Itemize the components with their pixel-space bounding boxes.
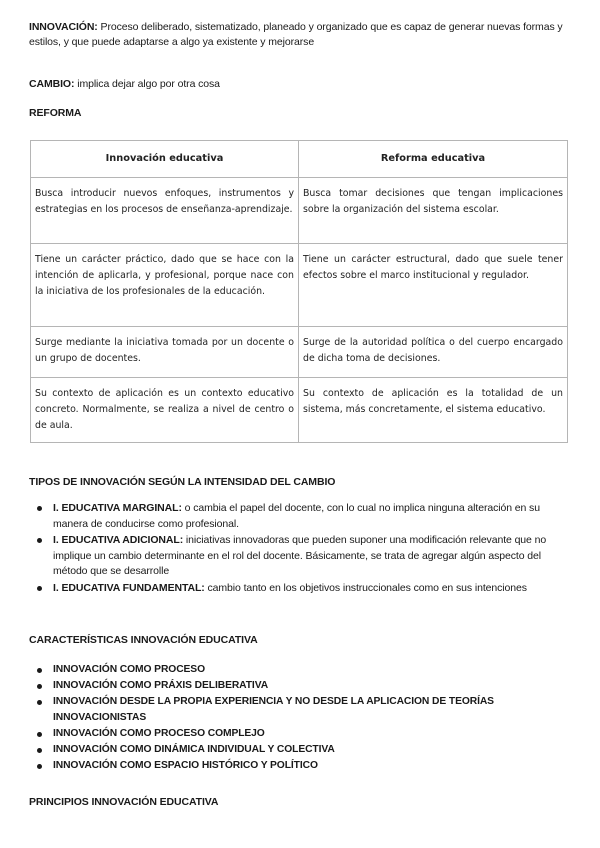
bullet-icon — [37, 668, 42, 673]
bullet-icon — [37, 586, 42, 591]
principios-heading: PRINCIPIOS INNOVACIÓN EDUCATIVA — [29, 796, 219, 808]
table-cell: Busca tomar decisiones que tengan implicaciones sobre la organización del sistema escolar. — [299, 178, 568, 244]
bullet-icon — [37, 732, 42, 737]
table-cell: Tiene un carácter estructural, dado que suele tener efectos sobre el marco institucional y regulador. — [299, 244, 568, 327]
caracteristicas-heading: CARACTERÍSTICAS INNOVACIÓN EDUCATIVA — [29, 634, 258, 646]
caracteristica-text: INNOVACIÓN COMO DINÁMICA INDIVIDUAL Y COLECTIVA — [53, 744, 335, 755]
tipo-term: I. EDUCATIVA ADICIONAL: — [53, 534, 184, 546]
list-item — [29, 742, 574, 758]
cambio-text: implica dejar algo por otra cosa — [74, 78, 220, 90]
tipo-term: I. EDUCATIVA MARGINAL: — [53, 502, 182, 514]
tipos-heading: TIPOS DE INNOVACIÓN SEGÚN LA INTENSIDAD DEL CAMBIO — [29, 476, 336, 488]
list-item — [29, 581, 574, 597]
table-header-reforma: Reforma educativa — [299, 141, 568, 178]
table-cell: Su contexto de aplicación es la totalidad de un sistema, más concretamente, el sistema educativo. — [299, 378, 568, 443]
innovacion-definition — [29, 20, 574, 50]
table-cell: Surge de la autoridad política o del cuerpo encargado de dicha toma de decisiones. — [299, 327, 568, 378]
table-cell: Tiene un carácter práctico, dado que se hace con la intención de aplicarla, y profesional, porque nace con la iniciativa de los profesionales de la educación. — [31, 244, 299, 327]
table-cell: Su contexto de aplicación es un contexto educativo concreto. Normalmente, se realiza a nivel de centro o de aula. — [31, 378, 299, 443]
bullet-icon — [37, 538, 42, 543]
list-item — [29, 678, 574, 694]
table-cell: Busca introducir nuevos enfoques, instrumentos y estrategias en los procesos de enseñanza-aprendizaje. — [31, 178, 299, 244]
tipo-text: cambio tanto en los objetivos instruccionales como en sus intenciones — [204, 581, 527, 594]
list-item — [29, 662, 574, 678]
bullet-icon — [37, 700, 42, 705]
reforma-heading: REFORMA — [29, 107, 82, 119]
table-header-innovacion: Innovación educativa — [31, 141, 299, 178]
table-row — [31, 178, 568, 244]
cambio-term: CAMBIO: — [29, 78, 75, 90]
innovacion-text: Proceso deliberado, sistematizado, planeado y organizado que es capaz de generar nuevas formas y estilos, y que puede adaptarse a algo ya existente y mejorarse — [29, 21, 563, 48]
caracteristica-text: INNOVACIÓN COMO PROCESO COMPLEJO — [53, 728, 265, 739]
table-row — [31, 378, 568, 443]
caracteristica-text: INNOVACIÓN COMO PROCESO — [53, 664, 205, 675]
list-item — [29, 501, 574, 532]
caracteristica-text: INNOVACIÓN DESDE LA PROPIA EXPERIENCIA Y NO DESDE LA APLICACION DE TEORÍAS INNOVACIONISTAS — [53, 696, 494, 723]
bullet-icon — [37, 506, 42, 511]
table-row — [31, 327, 568, 378]
comparison-table — [30, 140, 568, 443]
table-cell: Surge mediante la iniciativa tomada por un docente o un grupo de docentes. — [31, 327, 299, 378]
tipos-list — [29, 501, 574, 597]
tipo-term: I. EDUCATIVA FUNDAMENTAL: — [53, 581, 205, 594]
list-item — [29, 758, 574, 774]
list-item — [29, 533, 574, 580]
caracteristicas-list — [29, 662, 574, 774]
table-header-row — [31, 141, 568, 178]
caracteristica-text: INNOVACIÓN COMO PRÁXIS DELIBERATIVA — [53, 680, 269, 691]
bullet-icon — [37, 764, 42, 769]
caracteristica-text: INNOVACIÓN COMO ESPACIO HISTÓRICO Y POLÍTICO — [53, 760, 318, 771]
tipo-text: iniciativas innovadoras que pueden suponer una modificación relevante que no implique un cambio determinante en el rol del docente. Básicamente, se trata de agregar algún aspecto del método que se desarrolle — [53, 534, 547, 577]
list-item — [29, 694, 574, 726]
innovacion-term: INNOVACIÓN: — [29, 21, 98, 33]
table-row — [31, 244, 568, 327]
list-item — [29, 726, 574, 742]
bullet-icon — [37, 684, 42, 689]
tipo-text: o cambia el papel del docente, con lo cual no implica ninguna alteración en su manera de conducirse como profesional. — [53, 502, 540, 530]
bullet-icon — [37, 748, 42, 753]
cambio-definition — [29, 77, 574, 92]
